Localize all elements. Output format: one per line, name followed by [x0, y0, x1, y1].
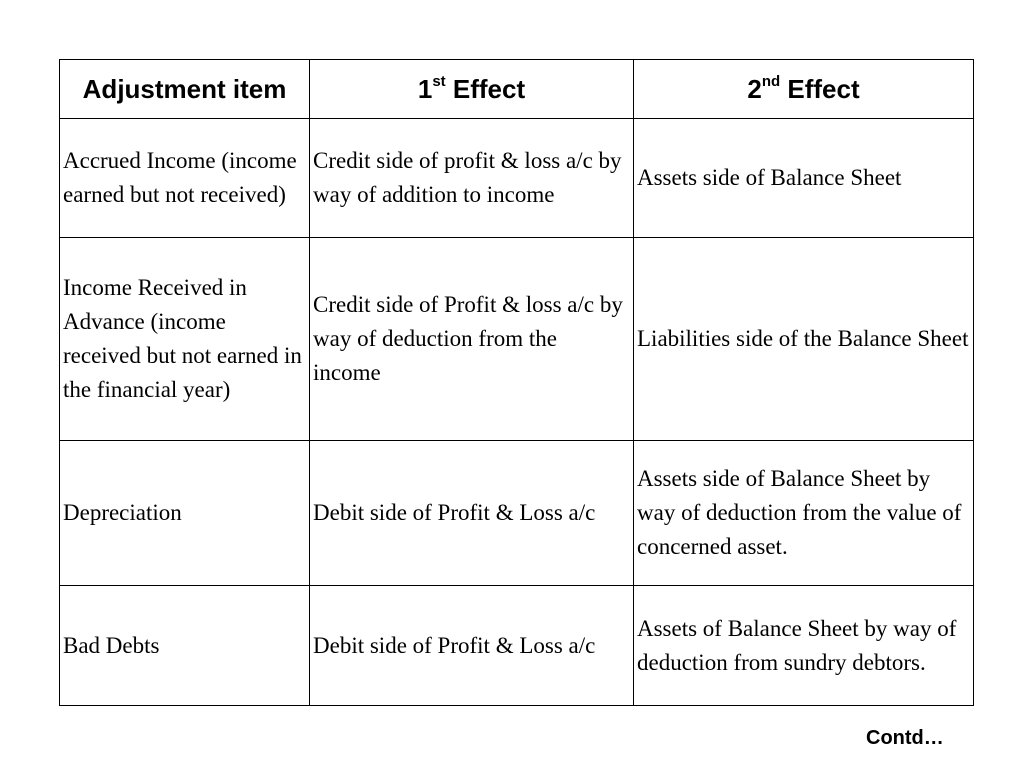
table-row-income-received-in-advance: [60, 238, 974, 441]
cell-first-effect: Credit side of profit & loss a/c by way of addition to income: [310, 119, 634, 238]
cell-first-effect: Credit side of Profit & loss a/c by way of deduction from the income: [310, 238, 634, 441]
adjustment-table: [59, 59, 974, 706]
header-adjustment-item: Adjustment item: [60, 60, 310, 119]
header-second-effect-label: Effect: [780, 73, 860, 104]
table-row-bad-debts: [60, 586, 974, 706]
cell-first-effect: Debit side of Profit & Loss a/c: [310, 441, 634, 586]
cell-adjustment-item: Income Received in Advance (income received but not earned in the financial year): [60, 238, 310, 441]
table-row-accrued-income: [60, 119, 974, 238]
header-row: [60, 60, 974, 119]
cell-second-effect: Assets side of Balance Sheet: [634, 119, 974, 238]
cell-adjustment-item: Depreciation: [60, 441, 310, 586]
cell-first-effect: Debit side of Profit & Loss a/c: [310, 586, 634, 706]
cell-adjustment-item: Bad Debts: [60, 586, 310, 706]
cell-second-effect: Assets of Balance Sheet by way of deduction from sundry debtors.: [634, 586, 974, 706]
table-row-depreciation: [60, 441, 974, 586]
cell-adjustment-item: Accrued Income (income earned but not received): [60, 119, 310, 238]
header-second-effect: [634, 60, 974, 119]
cell-second-effect: Liabilities side of the Balance Sheet: [634, 238, 974, 441]
continued-label: Contd…: [866, 727, 944, 749]
header-second-effect-ordinal: nd: [761, 72, 781, 90]
header-second-effect-number: 2: [747, 73, 762, 104]
header-first-effect: [310, 60, 634, 119]
header-first-effect-label: Effect: [445, 73, 526, 104]
header-first-effect-ordinal: st: [432, 72, 446, 90]
header-first-effect-number: 1: [417, 73, 433, 104]
cell-second-effect: Assets side of Balance Sheet by way of deduction from the value of concerned asset.: [634, 441, 974, 586]
